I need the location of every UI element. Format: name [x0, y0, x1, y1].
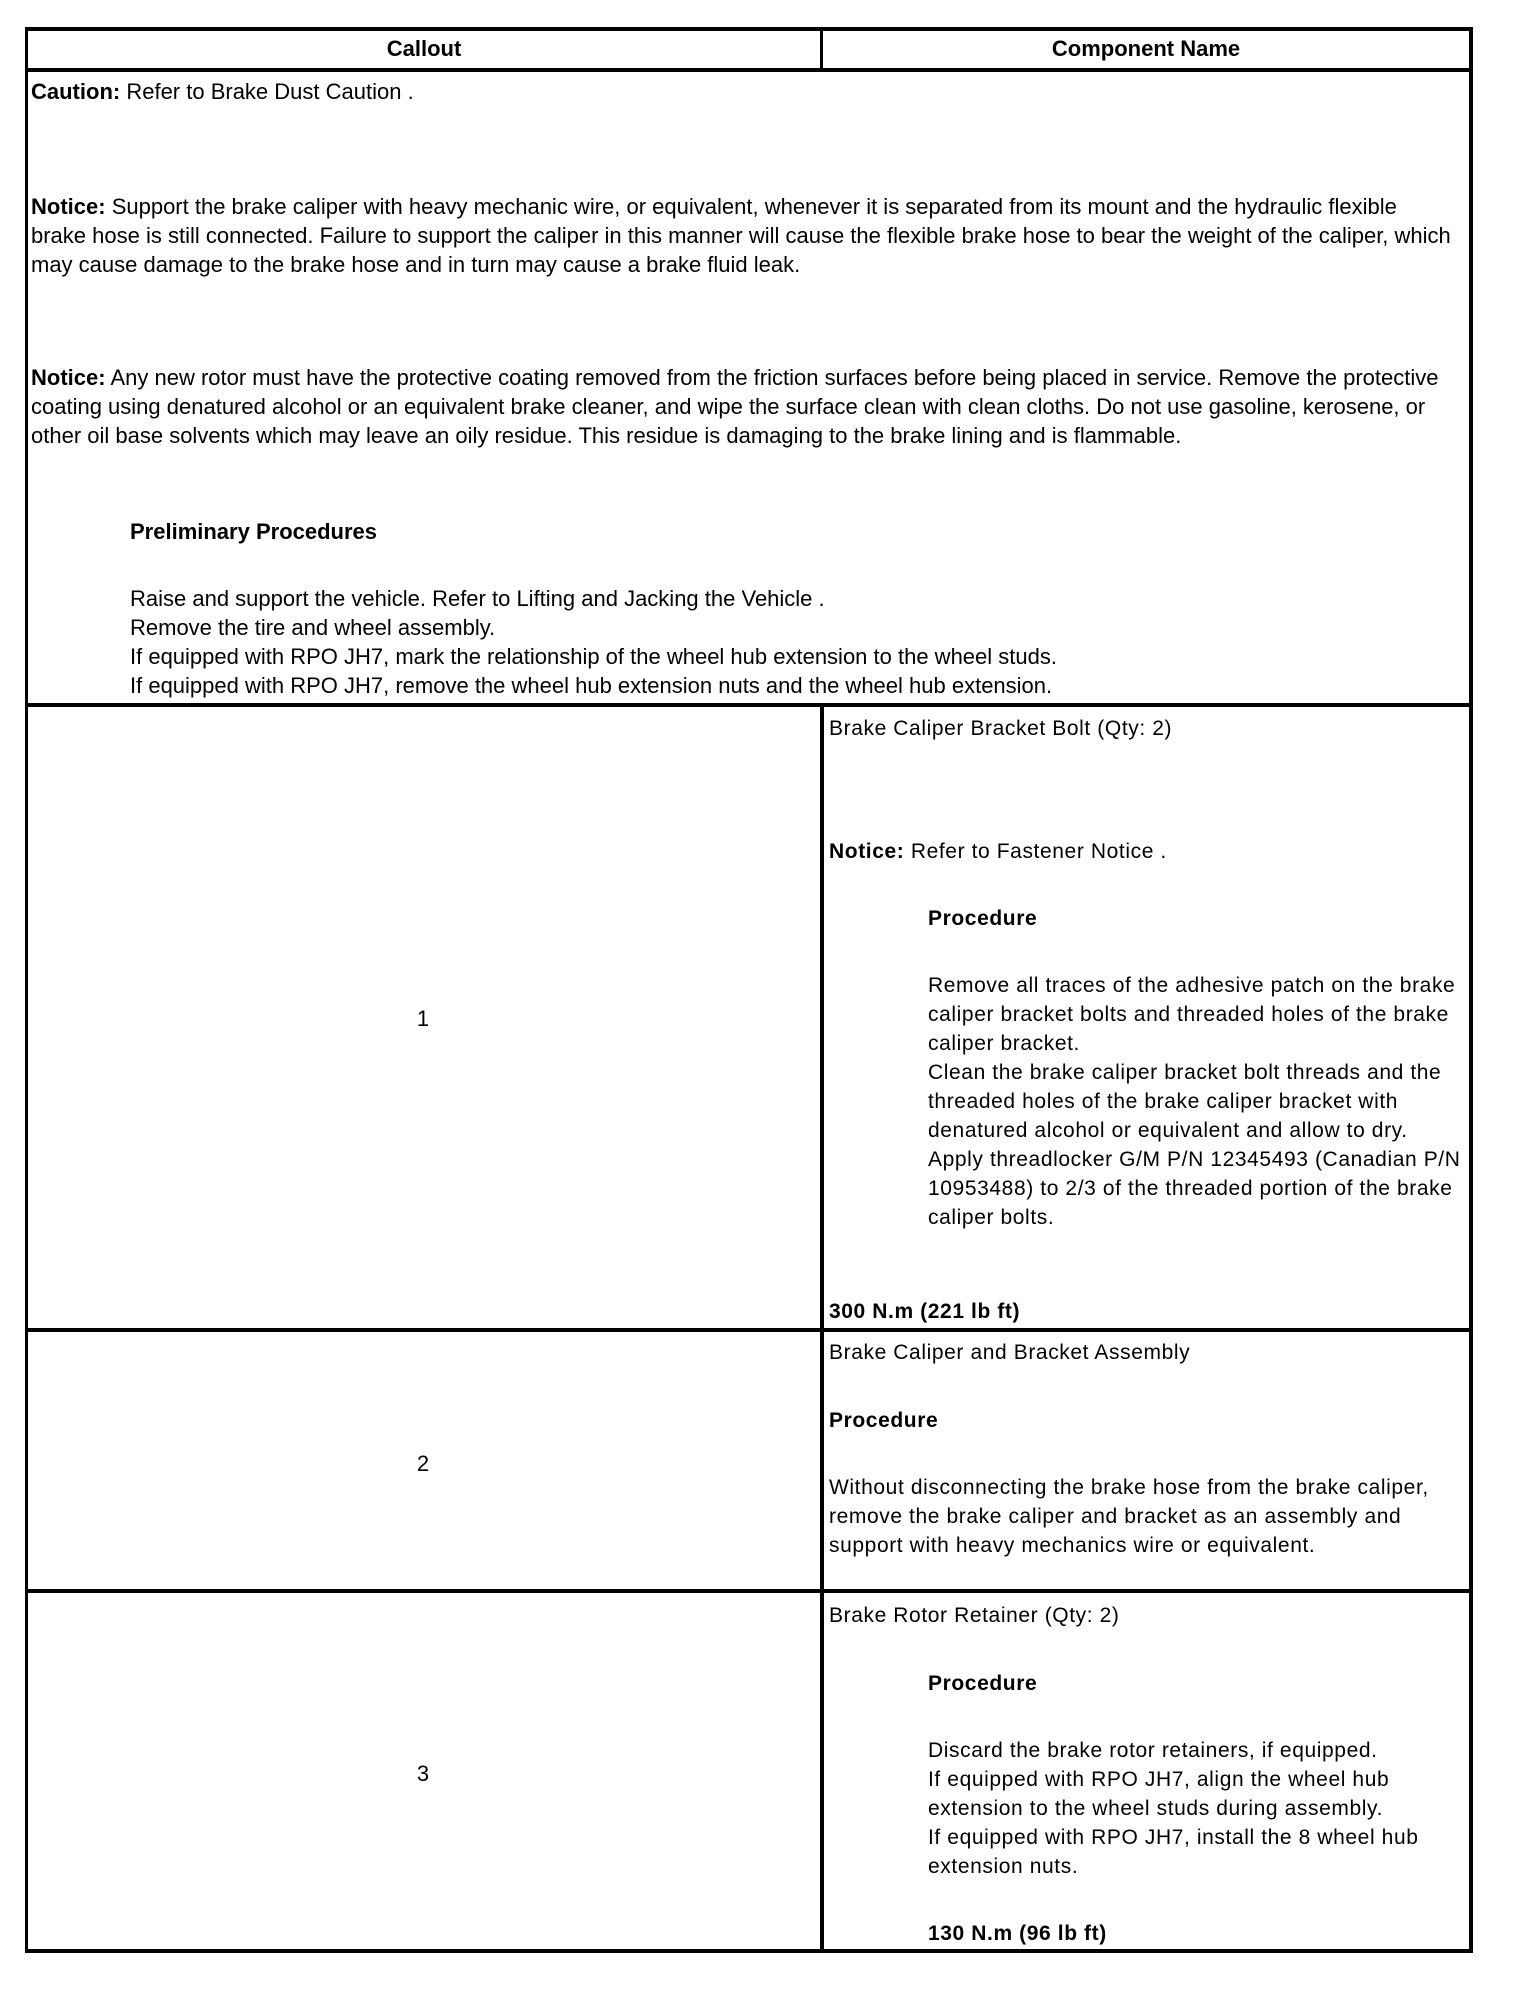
table-border-bottom: [25, 1949, 1473, 1953]
notice-text: Refer to Fastener Notice .: [910, 840, 1167, 863]
component-name: Brake Rotor Retainer (Qty: 2): [829, 1604, 1120, 1627]
procedure-step: Clean the brake caliper bracket bolt threads and the threaded holes of the brake caliper bracket with denatured alcohol or equivalent and allow to dry.: [928, 1061, 1442, 1142]
preliminary-procedures-title: Preliminary Procedures: [130, 519, 378, 544]
preliminary-step: Remove the tire and wheel assembly.: [130, 615, 496, 640]
column-header-callout: Callout: [386, 36, 462, 61]
procedure-step: Remove all traces of the adhesive patch on the brake caliper bracket bolts and threaded holes of the brake caliper bracket.: [928, 974, 1456, 1055]
preliminary-steps: [130, 584, 1450, 700]
preliminary-step: Raise and support the vehicle. Refer to Lifting and Jacking the Vehicle .: [130, 586, 825, 611]
notice-label: Notice:: [829, 840, 905, 863]
table-border-right: [1469, 27, 1473, 1953]
procedure-steps: [928, 1736, 1458, 1881]
procedure-steps: [928, 971, 1463, 1232]
caution-note: [31, 77, 1461, 106]
torque-spec: 300 N.m (221 lb ft): [829, 1300, 1021, 1323]
procedure-step: Discard the brake rotor retainers, if equipped.: [928, 1739, 1378, 1762]
preliminary-step: If equipped with RPO JH7, remove the wheel hub extension nuts and the wheel hub extension.: [130, 673, 1053, 698]
callout-number: 3: [416, 1761, 430, 1786]
notice-label: Notice:: [31, 365, 106, 390]
notice-label: Notice:: [31, 194, 106, 219]
fastener-notice: [829, 837, 1167, 866]
procedure-title: Procedure: [928, 1672, 1038, 1695]
column-divider-body: [820, 703, 824, 1951]
notice-text: Support the brake caliper with heavy mechanic wire, or equivalent, whenever it is separated from its mount and the hydraulic flexible brake hose is still connected. Failure to support the caliper in this manner will cause the flexible brake hose to bear the weight of the caliper, which may cause damage to the brake hose and in turn may cause a brake fluid leak.: [31, 194, 1451, 277]
procedure-text: Without disconnecting the brake hose from the brake caliper, remove the brake caliper and bracket as an assembly and support with heavy mechanics wire or equivalent.: [829, 1476, 1429, 1557]
procedure-title: Procedure: [829, 1409, 939, 1432]
procedure-step: Apply threadlocker G/M P/N 12345493 (Canadian P/N 10953488) to 2/3 of the threaded portion of the brake caliper bolts.: [928, 1148, 1461, 1229]
caution-label: Caution:: [31, 79, 121, 104]
row-divider-2: [25, 1328, 1473, 1332]
column-header-component-name: Component Name: [1051, 36, 1241, 61]
procedure-title: Procedure: [928, 907, 1038, 930]
caution-text: Refer to Brake Dust Caution .: [126, 79, 414, 104]
row-divider-3: [25, 1589, 1473, 1593]
notice-rotor-coating: [31, 363, 1463, 450]
preliminary-step: If equipped with RPO JH7, mark the relationship of the wheel hub extension to the wheel studs.: [130, 644, 1057, 669]
procedure-step: If equipped with RPO JH7, install the 8 wheel hub extension nuts.: [928, 1826, 1419, 1878]
notice-text: Any new rotor must have the protective coating removed from the friction surfaces before being placed in service. Remove the protective coating using denatured alcohol or an equivalent brake cleaner, and wipe the surface clean with clean cloths. Do not use gasoline, kerosene, or other oil base solvents which may leave an oily residue. This residue is damaging to the brake lining and is flammable.: [31, 365, 1439, 448]
row-divider-1: [25, 703, 1473, 707]
component-name: Brake Caliper Bracket Bolt (Qty: 2): [829, 717, 1173, 740]
procedure-step: If equipped with RPO JH7, align the wheel hub extension to the wheel studs during assembly.: [928, 1768, 1390, 1820]
callout-number: 1: [416, 1006, 430, 1031]
callout-number: 2: [416, 1451, 430, 1476]
table-border-left: [25, 27, 28, 1953]
torque-spec: 130 N.m (96 lb ft): [928, 1922, 1107, 1945]
notice-caliper-support: [31, 192, 1456, 279]
component-name: Brake Caliper and Bracket Assembly: [829, 1341, 1191, 1364]
